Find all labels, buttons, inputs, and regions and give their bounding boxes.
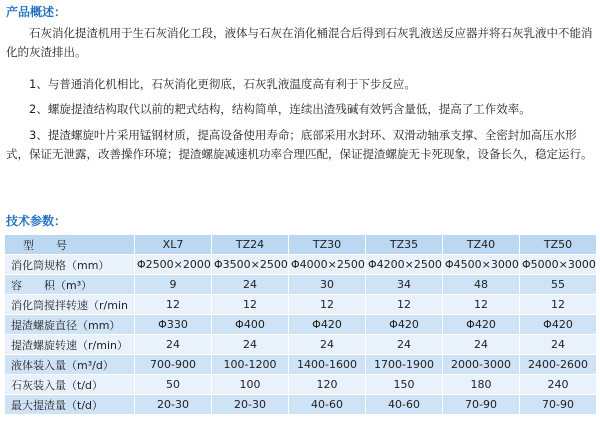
table-cell: Φ4000×2500 [289,255,366,275]
feature-point-3: 3、提渣螺旋叶片采用锰钢材质，提高设备使用寿命；底部采用水封环、双滑动轴承支撑、全密封加高压水形式，保证无泄露，改善操作环境；提渣螺旋减速机功率合理匹配，保证提渣螺旋无卡死现象，设备长久，稳定运行。 [6,128,593,161]
table-cell: 50 [135,375,212,395]
table-cell: 180 [443,375,520,395]
table-cell: 20-30 [135,395,212,415]
table-row [5,315,597,335]
table-cell: 24 [366,335,443,355]
header-cell: XL7 [135,235,212,255]
feature-point-2: 2、螺旋提渣结构取代以前的耙式结构，结构简单，连续出渣残碱有效钙含量低，提高了工作效率。 [29,102,531,116]
table-cell: 1400-1600 [289,355,366,375]
table-cell: 24 [289,335,366,355]
table-cell: Φ3500×2500 [212,255,289,275]
table-cell: 150 [366,375,443,395]
table-cell: Φ2500×2000 [135,255,212,275]
header-cell: 型 号 [5,235,135,255]
table-cell: 240 [520,375,597,395]
row-label: 消化筒搅拌转速（r/min [5,295,135,315]
row-label: 消化筒规格（mm） [5,255,135,275]
row-label: 最大提渣量（t/d） [5,395,135,415]
table-cell: 30 [289,275,366,295]
feature-point-1: 1、与普通消化机相比，石灰消化更彻底，石灰乳液温度高有利于下步反应。 [29,77,416,91]
params-title: 技术参数： [6,214,67,228]
row-label: 石灰装入量（t/d） [5,375,135,395]
header-cell: TZ30 [289,235,366,255]
table-cell: 12 [443,295,520,315]
table-cell: 24 [212,275,289,295]
table-cell: 70-90 [520,395,597,415]
table-cell: 20-30 [212,395,289,415]
table-cell: Φ420 [289,315,366,335]
table-cell: 48 [443,275,520,295]
table-cell: 12 [135,295,212,315]
table-cell: Φ330 [135,315,212,335]
table-header-row [5,235,597,255]
table-cell: 9 [135,275,212,295]
table-cell: 40-60 [289,395,366,415]
table-row [5,335,597,355]
header-cell: TZ24 [212,235,289,255]
table-cell: 1700-1900 [366,355,443,375]
table-cell: Φ420 [520,315,597,335]
table-row [5,375,597,395]
table-cell: Φ4500×3000 [443,255,520,275]
table-cell: 55 [520,275,597,295]
table-cell: 12 [212,295,289,315]
row-label: 容 积（m³） [5,275,135,295]
table-cell: 24 [212,335,289,355]
table-cell: 34 [366,275,443,295]
table-cell: Φ420 [366,315,443,335]
header-cell: TZ40 [443,235,520,255]
table-row [5,275,597,295]
header-cell: TZ50 [520,235,597,255]
table-cell: 24 [520,335,597,355]
table-cell: Φ420 [443,315,520,335]
table-cell: 2000-3000 [443,355,520,375]
table-cell: 12 [366,295,443,315]
table-cell: 70-90 [443,395,520,415]
row-label: 提渣螺旋直径（mm） [5,315,135,335]
intro-paragraph: 石灰消化提渣机用于生石灰消化工段，液体与石灰在消化桶混合后得到石灰乳液送反应器并将石灰乳液中不能消化的灰渣排出。 [6,26,593,59]
row-label: 提渣螺旋转速（r/min） [5,335,135,355]
table-cell: 40-60 [366,395,443,415]
spec-table [4,234,597,415]
table-cell: Φ4200×2500 [366,255,443,275]
row-label: 液体装入量（m³/d） [5,355,135,375]
table-cell: 100 [212,375,289,395]
table-row [5,255,597,275]
table-cell: 100-1200 [212,355,289,375]
table-cell: 12 [289,295,366,315]
table-cell: 24 [135,335,212,355]
table-cell: 120 [289,375,366,395]
overview-title: 产品概述： [6,5,67,19]
header-cell: TZ35 [366,235,443,255]
table-cell: Φ400 [212,315,289,335]
table-row [5,395,597,415]
table-cell: 700-900 [135,355,212,375]
table-row [5,355,597,375]
table-cell: Φ5000×3000 [520,255,597,275]
table-cell: 12 [520,295,597,315]
table-cell: 24 [443,335,520,355]
table-cell: 2400-2600 [520,355,597,375]
table-row [5,295,597,315]
